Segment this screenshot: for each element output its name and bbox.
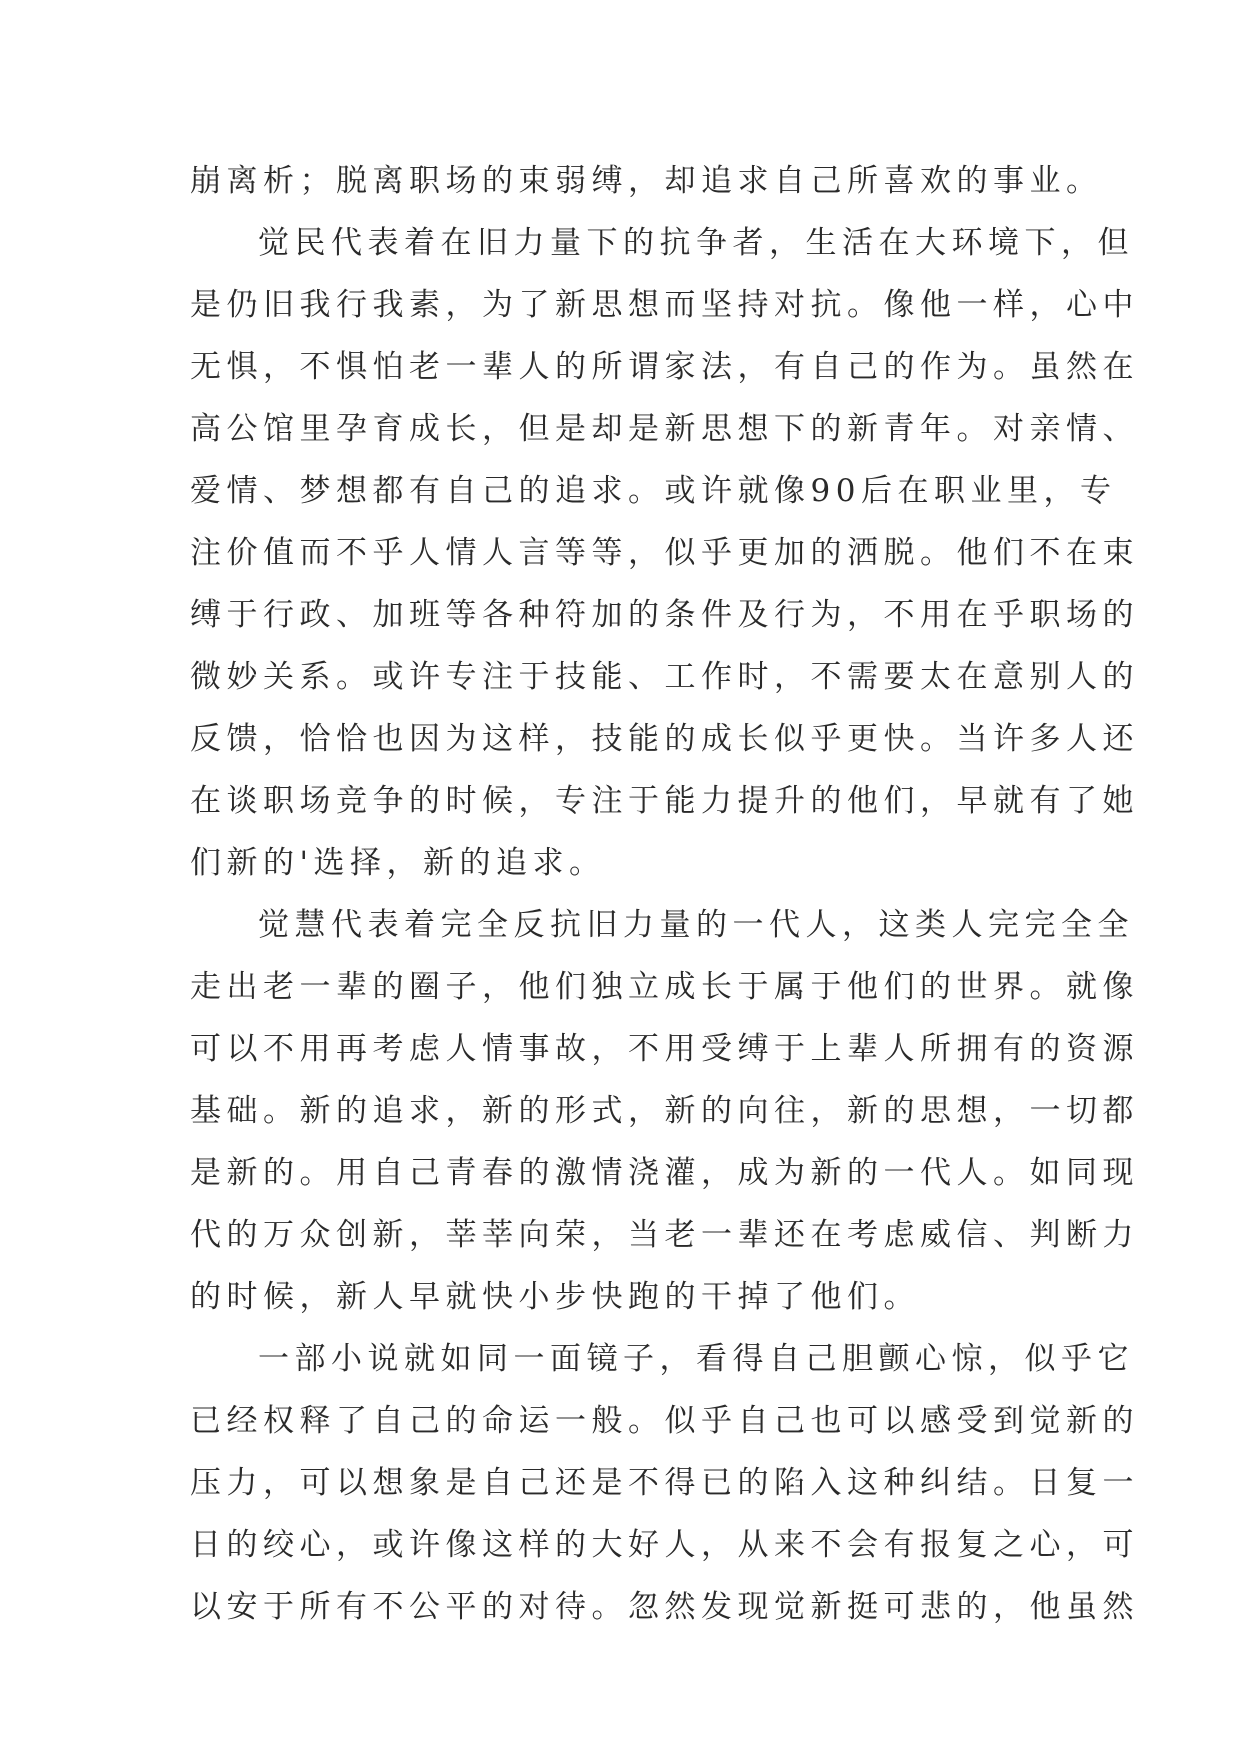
paragraph-first-line: 觉慧代表着完全反抗旧力量的一代人，这类人完完全全 — [258, 907, 1134, 943]
text-line: 可以不用再考虑人情事故，不用受缚于上辈人所拥有的资源 — [190, 1031, 1139, 1067]
text-line: 微妙关系。或许专注于技能、工作时，不需要太在意别人的 — [190, 659, 1139, 695]
text-line: 爱情、梦想都有自己的追求。或许就像90后在职业里，专 — [190, 473, 1117, 509]
body-text — [190, 150, 1139, 1638]
paragraph-first-line: 觉民代表着在旧力量下的抗争者，生活在大环境下，但 — [258, 225, 1134, 261]
text-line: 以安于所有不公平的对待。忽然发现觉新挺可悲的，他虽然 — [190, 1589, 1139, 1625]
text-line: 基础。新的追求，新的形式，新的向往，新的思想，一切都 — [190, 1093, 1139, 1129]
text-line: 缚于行政、加班等各种符加的条件及行为，不用在乎职场的 — [190, 597, 1139, 633]
text-line: 的时候，新人早就快小步快跑的干掉了他们。 — [190, 1279, 920, 1315]
text-line: 日的绞心，或许像这样的大好人，从来不会有报复之心，可 — [190, 1527, 1139, 1563]
text-line: 无惧，不惧怕老一辈人的所谓家法，有自己的作为。虽然在 — [190, 349, 1139, 385]
text-line: 反馈，恰恰也因为这样，技能的成长似乎更快。当许多人还 — [190, 721, 1139, 757]
text-line: 高公馆里孕育成长，但是却是新思想下的新青年。对亲情、 — [190, 411, 1139, 447]
text-line: 是仍旧我行我素，为了新思想而坚持对抗。像他一样，心中 — [190, 287, 1139, 323]
text-line: 走出老一辈的圈子，他们独立成长于属于他们的世界。就像 — [190, 969, 1139, 1005]
text-line: 注价值而不乎人情人言等等，似乎更加的洒脱。他们不在束 — [190, 535, 1139, 571]
paragraph-first-line: 一部小说就如同一面镜子，看得自己胆颤心惊，似乎它 — [258, 1341, 1134, 1377]
text-line: 已经权释了自己的命运一般。似乎自己也可以感受到觉新的 — [190, 1403, 1139, 1439]
text-line: 压力，可以想象是自己还是不得已的陷入这种纠结。日复一 — [190, 1465, 1139, 1501]
text-line: 是新的。用自己青春的激情浇灌，成为新的一代人。如同现 — [190, 1155, 1139, 1191]
text-line: 在谈职场竞争的时候，专注于能力提升的他们，早就有了她 — [190, 783, 1139, 819]
text-line: 们新的'选择，新的追求。 — [190, 845, 606, 881]
text-line: 代的万众创新，莘莘向荣，当老一辈还在考虑威信、判断力 — [190, 1217, 1139, 1253]
text-line: 崩离析；脱离职场的束弱缚，却追求自己所喜欢的事业。 — [190, 163, 1103, 199]
